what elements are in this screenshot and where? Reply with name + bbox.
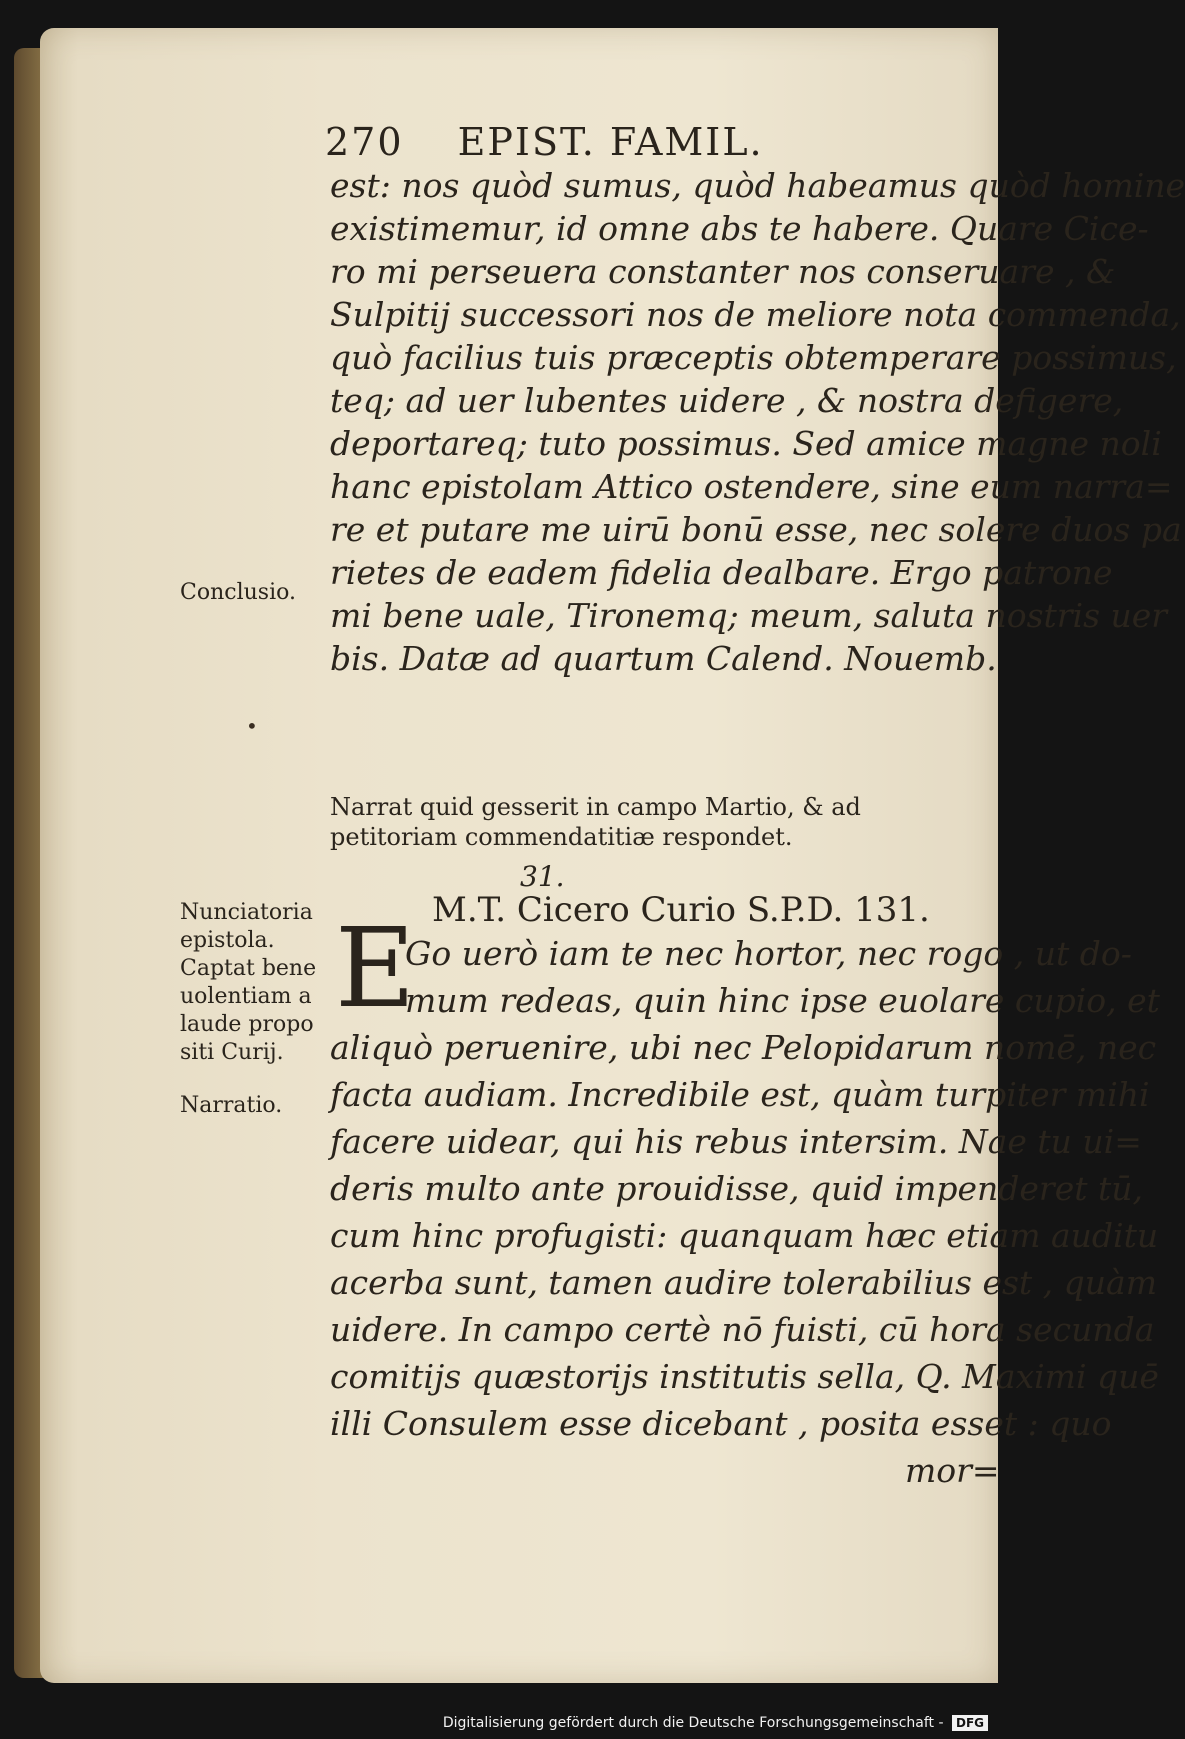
text-line: re et putare me uirū bonū esse, nec solere duos pa: [330, 510, 1182, 549]
dfg-logo: DFG: [952, 1715, 988, 1731]
drop-cap: E: [335, 904, 416, 1032]
text-line: uidere. In campo certè nō fuisti, cū hora secunda: [330, 1310, 1155, 1349]
text-line: quò facilius tuis præceptis obtemperare possimus,: [330, 338, 1177, 377]
margin-note-nunciatoria: siti Curij.: [180, 1040, 284, 1065]
text-line: bis. Datæ ad quartum Calend. Nouemb.: [330, 639, 997, 678]
credit-text: Digitalisierung gefördert durch die Deutsche Forschungsgemeinschaft -: [442, 1715, 944, 1731]
running-title: EPIST. FAMIL.: [457, 120, 764, 164]
margin-note-nunciatoria: Captat bene: [180, 956, 317, 981]
margin-bullet: •: [246, 714, 258, 738]
text-line: hanc epistolam Attico ostendere, sine eum narra=: [330, 467, 1173, 506]
text-line: ro mi perseuera constanter nos conseruare , &: [330, 252, 1116, 291]
text-line: acerba sunt, tamen audire tolerabilius est , quàm: [330, 1263, 1157, 1302]
text-line: teq; ad uer lubentes uidere , & nostra defigere,: [330, 381, 1124, 420]
text-line: aliquò peruenire, ubi nec Pelopidarum nomē, nec: [330, 1028, 1157, 1067]
digitization-credit: [443, 1715, 988, 1731]
page-number: 270: [325, 120, 404, 164]
text-line: illi Consulem esse dicebant , posita esset : quo: [330, 1404, 1112, 1443]
catchword: mor=: [905, 1451, 1000, 1490]
margin-note-nunciatoria: laude propo: [180, 1012, 314, 1037]
margin-note-conclusio: Conclusio.: [180, 580, 296, 605]
text-line: facere uidear, qui his rebus intersim. Nae tu ui=: [330, 1122, 1142, 1161]
text-line: rietes de eadem fidelia dealbare. Ergo patrone: [330, 553, 1113, 592]
text-line: est: nos quòd sumus, quòd habeamus quòd homine: [330, 166, 1185, 205]
text-line: mum redeas, quin hinc ipse euolare cupio, et: [405, 981, 1160, 1020]
margin-note-nunciatoria: uolentiam a: [180, 984, 312, 1009]
text-line: cum hinc profugisti: quanquam hæc etiam auditu: [330, 1216, 1159, 1255]
text-line: deportareq; tuto possimus. Sed amice magne noli: [330, 424, 1162, 463]
text-line: comitijs quæstorijs institutis sella, Q. Maximi quē: [330, 1357, 1159, 1396]
text-line: mi bene uale, Tironemq; meum, saluta nostris uer: [330, 596, 1168, 635]
text-line: existimemur, id omne abs te habere. Quare Cice-: [330, 209, 1149, 248]
margin-note-nunciatoria: Nunciatoria: [180, 900, 313, 925]
text-line: Go uerò iam te nec hortor, nec rogo , ut do-: [405, 934, 1132, 973]
margin-note-nunciatoria: epistola.: [180, 928, 275, 953]
margin-note-narratio: Narratio.: [180, 1093, 283, 1118]
letter-number: 31.: [520, 860, 565, 893]
letter-summary: Narrat quid gesserit in campo Martio, & ad petitoriam commendatitiæ respondet.: [330, 793, 861, 851]
text-line: Sulpitij successori nos de meliore nota commenda,: [330, 295, 1181, 334]
text-line: deris multo ante prouidisse, quid impenderet tū,: [330, 1169, 1143, 1208]
letter-salutation: M.T. Cicero Curio S.P.D. 131.: [432, 890, 930, 930]
page-header: [325, 120, 764, 164]
text-line: facta audiam. Incredibile est, quàm turpiter mihi: [330, 1075, 1150, 1114]
